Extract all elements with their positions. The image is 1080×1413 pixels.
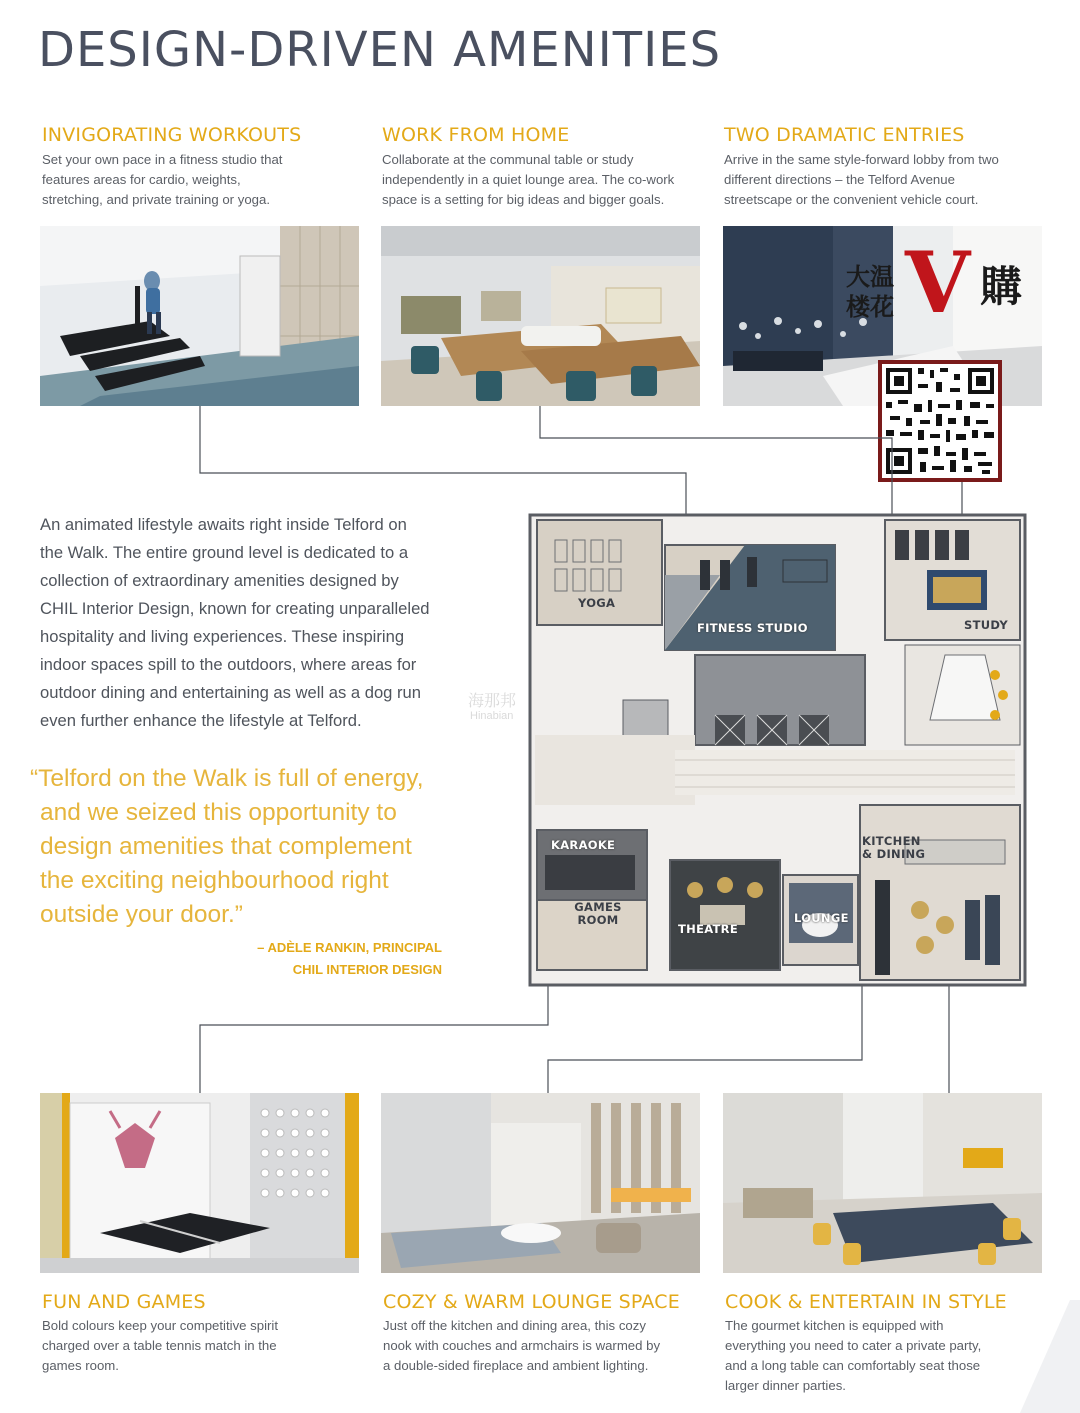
- section-title-lounge: COZY & WARM LOUNGE SPACE: [383, 1291, 680, 1313]
- section-title-fun-games: FUN AND GAMES: [42, 1291, 206, 1313]
- desc-line: Just off the kitchen and dining area, this cozy: [383, 1318, 646, 1333]
- intro-line: indoor spaces spill to the outdoors, where areas for: [40, 655, 417, 674]
- watermark-brand-tail: 購: [980, 262, 1023, 311]
- page-title: DESIGN-DRIVEN AMENITIES: [38, 22, 722, 78]
- label-line: & DINING: [862, 847, 926, 861]
- desc-line: different directions – the Telford Avenue: [724, 172, 955, 187]
- floorplan-label-theatre: THEATRE: [678, 922, 738, 936]
- floorplan-label-karaoke: KARAOKE: [551, 838, 616, 852]
- desc-line: features areas for cardio, weights,: [42, 172, 241, 187]
- intro-line: outdoor dining and entertaining as well as a dog run: [40, 683, 421, 702]
- intro-line: CHIL Interior Design, known for creating unparalleled: [40, 599, 430, 618]
- floorplan-label-fitness: FITNESS STUDIO: [697, 621, 808, 635]
- desc-line: Collaborate at the communal table or study: [382, 152, 634, 167]
- watermark-faint: 海那邦: [468, 693, 517, 710]
- quote-line: and we seized this opportunity to: [40, 799, 397, 826]
- intro-line: collection of extraordinary amenities designed by: [40, 571, 399, 590]
- floorplan-label-games: [574, 901, 622, 927]
- pull-quote: [30, 762, 470, 932]
- intro-line: even further enhance the lifestyle at Telford.: [40, 711, 362, 730]
- desc-line: a double-sided fireplace and ambient lighting.: [383, 1358, 649, 1373]
- desc-line: stretching, and private training or yoga.: [42, 192, 270, 207]
- desc-line: and a long table can comfortably seat those: [725, 1358, 981, 1373]
- watermark-brand-cn: 大温楼花: [846, 262, 894, 321]
- intro-line: hospitality and living experiences. These inspiring: [40, 627, 405, 646]
- floorplan-label-study: STUDY: [964, 618, 1009, 632]
- intro-line: the Walk. The entire ground level is dedicated to a: [40, 543, 409, 562]
- section-title-work-from-home: WORK FROM HOME: [382, 124, 570, 146]
- label-line: KITCHEN: [862, 834, 921, 848]
- floorplan-label-yoga: YOGA: [578, 596, 616, 610]
- quote-line: the exciting neighbourhood right: [40, 867, 389, 894]
- floorplan-label-lounge: LOUNGE: [794, 911, 849, 925]
- quote-attribution-firm: CHIL INTERIOR DESIGN: [292, 962, 442, 977]
- desc-line: Arrive in the same style-forward lobby from two: [724, 152, 999, 167]
- desc-line: Set your own pace in a fitness studio that: [42, 152, 283, 167]
- section-desc-fun-games: [42, 1316, 367, 1376]
- desc-line: independently in a quiet lounge area. The co-work: [382, 172, 675, 187]
- photo-kitchen-dining: [723, 1093, 1042, 1273]
- watermark-faint-en: Hinabian: [470, 710, 514, 722]
- desc-line: everything you need to cater a private party,: [725, 1338, 982, 1353]
- quote-line: design amenities that complement: [40, 833, 412, 860]
- intro-paragraph: [40, 511, 470, 735]
- photo-games-room: [40, 1093, 359, 1273]
- section-title-entries: TWO DRAMATIC ENTRIES: [724, 124, 965, 146]
- watermark-brand-v: V: [905, 233, 971, 332]
- desc-line: nook with couches and armchairs is warmed by: [383, 1338, 661, 1353]
- photo-lounge: [381, 1093, 700, 1273]
- desc-line: larger dinner parties.: [725, 1378, 846, 1393]
- quote-attribution-name: – ADÈLE RANKIN, PRINCIPAL: [257, 940, 442, 955]
- section-title-cook-entertain: COOK & ENTERTAIN IN STYLE: [725, 1291, 1007, 1313]
- desc-line: The gourmet kitchen is equipped with: [725, 1318, 944, 1333]
- desc-line: space is a setting for big ideas and bigger goals.: [382, 192, 665, 207]
- label-line: GAMES: [574, 900, 622, 914]
- section-title-workouts: INVIGORATING WORKOUTS: [42, 124, 302, 146]
- desc-line: streetscape or the convenient vehicle court.: [724, 192, 979, 207]
- section-desc-cook-entertain: [725, 1316, 1050, 1396]
- label-line: ROOM: [577, 913, 619, 927]
- desc-line: Bold colours keep your competitive spirit: [42, 1318, 279, 1333]
- intro-line: An animated lifestyle awaits right inside Telford on: [40, 515, 407, 534]
- floorplan-label-kitchen: [862, 835, 925, 861]
- quote-line: outside your door.”: [40, 901, 243, 928]
- decorative-shape: [1010, 1300, 1080, 1413]
- quote-line: “Telford on the Walk is full of energy,: [30, 765, 424, 792]
- section-desc-lounge: [383, 1316, 708, 1376]
- desc-line: games room.: [42, 1358, 119, 1373]
- desc-line: charged over a table tennis match in the: [42, 1338, 277, 1353]
